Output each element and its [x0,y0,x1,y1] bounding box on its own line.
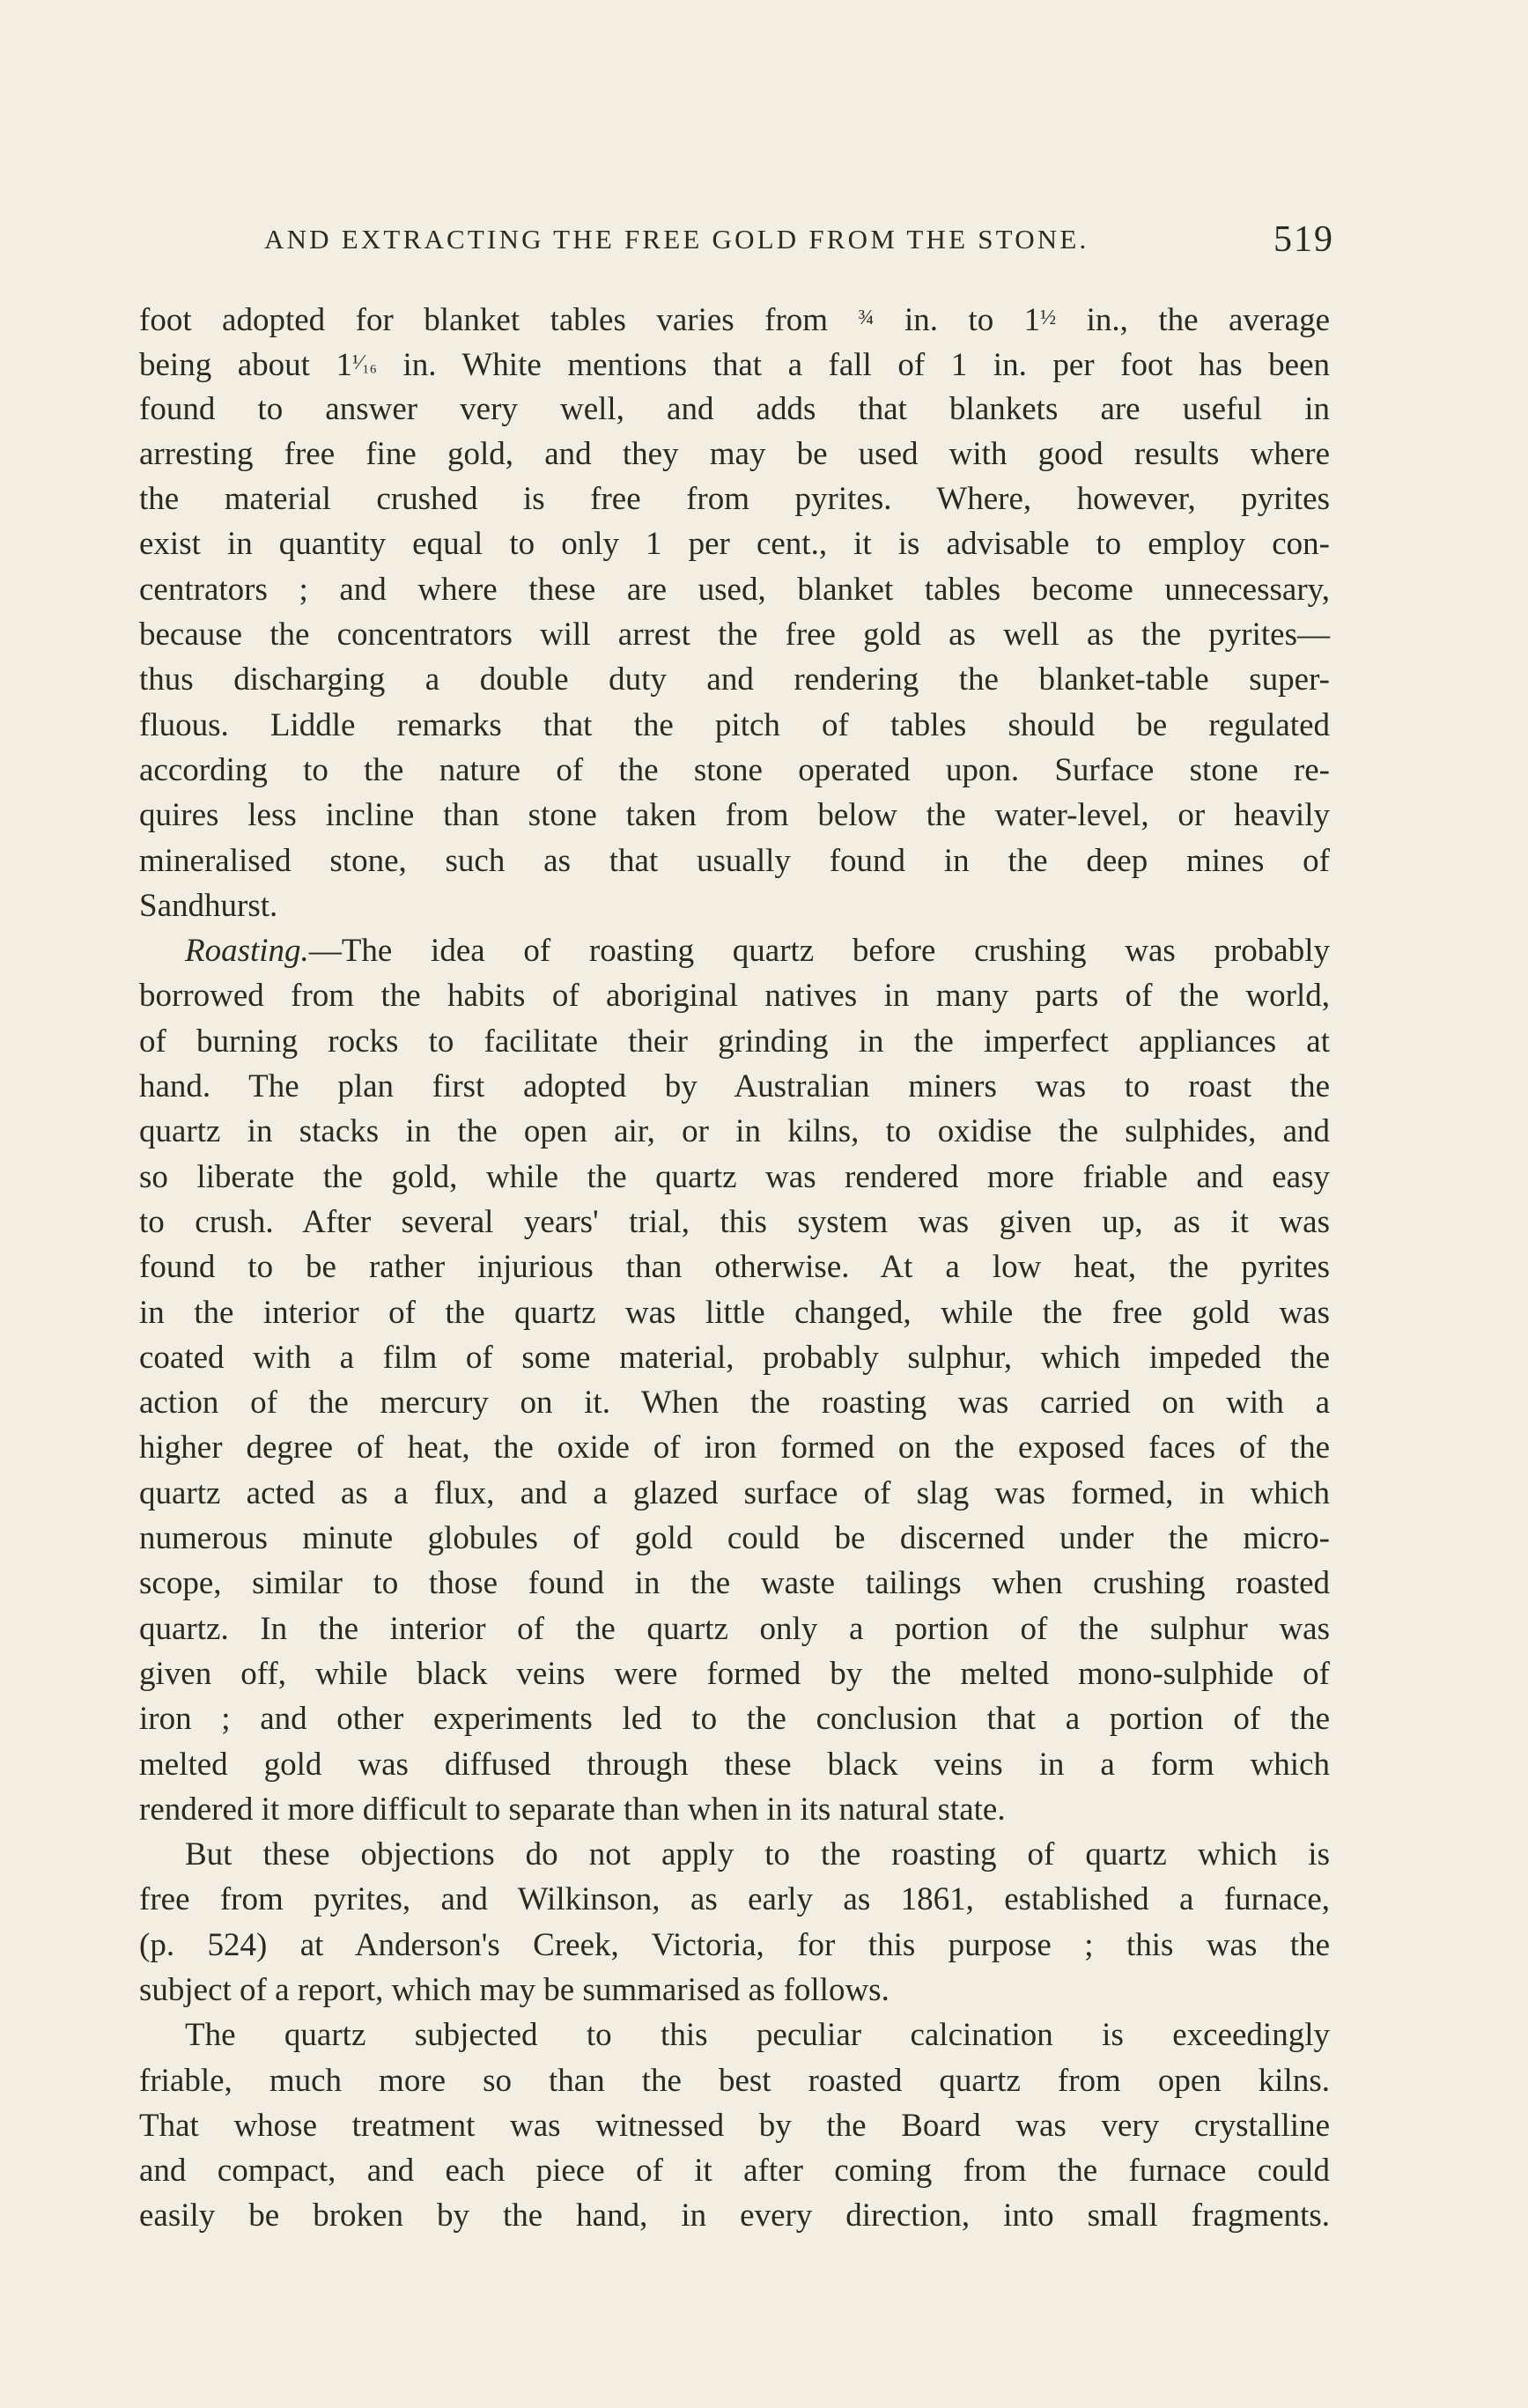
text-line: quires less incline than stone taken from below the water-level, or heavily [139,797,1330,834]
text-line: rendered it more difficult to separate than when in its natural state. [139,1791,1006,1828]
text-line: mineralised stone, such as that usually found in the deep mines of [139,842,1330,879]
text-line: fluous. Liddle remarks that the pitch of tables should be regulated [139,706,1330,743]
text-line: free from pyrites, and Wilkinson, as early as 1861, established a furnace, [139,1881,1330,1918]
text-line: exist in quantity equal to only 1 per cent., it is advisable to employ con- [139,526,1330,563]
fraction: ½ [1040,307,1057,329]
text-line: quartz in stacks in the open air, or in kilns, to oxidise the sulphides, and [139,1113,1330,1150]
text-line: the material crushed is free from pyrites. Where, however, pyrites [139,481,1330,518]
text-line: That whose treatment was witnessed by the Board was very crystalline [139,2107,1330,2144]
running-head [264,218,1334,271]
text-line: because the concentrators will arrest the free gold as well as the pyrites— [139,617,1330,654]
page-number: 519 [1273,219,1334,260]
text-line: numerous minute globules of gold could be discerned under the micro- [139,1520,1330,1557]
text-line: centrators ; and where these are used, blanket tables become unnecessary, [139,571,1330,608]
text-line: so liberate the gold, while the quartz was rendered more friable and easy [139,1158,1330,1195]
text-line: The quartz subjected to this peculiar calcination is exceedingly [185,2017,1330,2054]
text-line: found to answer very well, and adds that blankets are useful in [139,390,1330,427]
text-line: higher degree of heat, the oxide of iron formed on the exposed faces of the [139,1429,1330,1466]
text-line: Roasting.—The idea of roasting quartz before crushing was probably [185,933,1330,970]
running-title: AND EXTRACTING THE FREE GOLD FROM THE STONE. [264,224,1089,255]
text-line: hand. The plan first adopted by Australian miners was to roast the [139,1068,1330,1105]
text-line: found to be rather injurious than otherwise. At a low heat, the pyrites [139,1249,1330,1286]
text-line: and compact, and each piece of it after coming from the furnace could [139,2153,1330,2190]
fraction: ¹⁄₁₆ [352,351,377,375]
text-line: Sandhurst. [139,887,278,924]
text-line: being about 1¹⁄₁₆ in. White mentions that a fall of 1 in. per foot has been [139,347,1331,384]
text-line: scope, similar to those found in the waste tailings when crushing roasted [139,1565,1330,1602]
text-line: melted gold was diffused through these black veins in a form which [139,1746,1330,1783]
text-line: arresting free fine gold, and they may be used with good results where [139,435,1330,472]
text-line: according to the nature of the stone operated upon. Surface stone re- [139,751,1330,788]
text-line: quartz. In the interior of the quartz only a portion of the sulphur was [139,1610,1330,1647]
text-line: action of the mercury on it. When the roasting was carried on with a [139,1385,1330,1422]
text-line: to crush. After several years' trial, this system was given up, as it was [139,1203,1330,1240]
text-line: (p. 524) at Anderson's Creek, Victoria, for this purpose ; this was the [139,1926,1330,1963]
fraction: ¾ [858,307,875,329]
text-line: easily be broken by the hand, in every direction, into small fragments. [139,2197,1330,2234]
text-line: iron ; and other experiments led to the conclusion that a portion of the [139,1701,1330,1738]
body-text [139,296,1330,2239]
text-line: borrowed from the habits of aboriginal natives in many parts of the world, [139,978,1330,1015]
text-line: of burning rocks to facilitate their grinding in the imperfect appliances at [139,1023,1330,1060]
text-line: But these objections do not apply to the roasting of quartz which is [185,1836,1330,1873]
text-line: quartz acted as a flux, and a glazed surface of slag was formed, in which [139,1474,1330,1511]
section-heading: Roasting. [185,933,309,970]
text-line: friable, much more so than the best roasted quartz from open kilns. [139,2062,1330,2099]
text-line: thus discharging a double duty and rendering the blanket-table super- [139,661,1330,698]
text-line: given off, while black veins were formed by the melted mono-sulphide of [139,1655,1330,1692]
text-line: foot adopted for blanket tables varies from ¾ in. to 1½ in., the average [139,302,1331,338]
text-line: subject of a report, which may be summarised as follows. [139,1971,889,2008]
text-line: coated with a film of some material, probably sulphur, which impeded the [139,1339,1330,1376]
text-line: in the interior of the quartz was little changed, while the free gold was [139,1294,1330,1331]
